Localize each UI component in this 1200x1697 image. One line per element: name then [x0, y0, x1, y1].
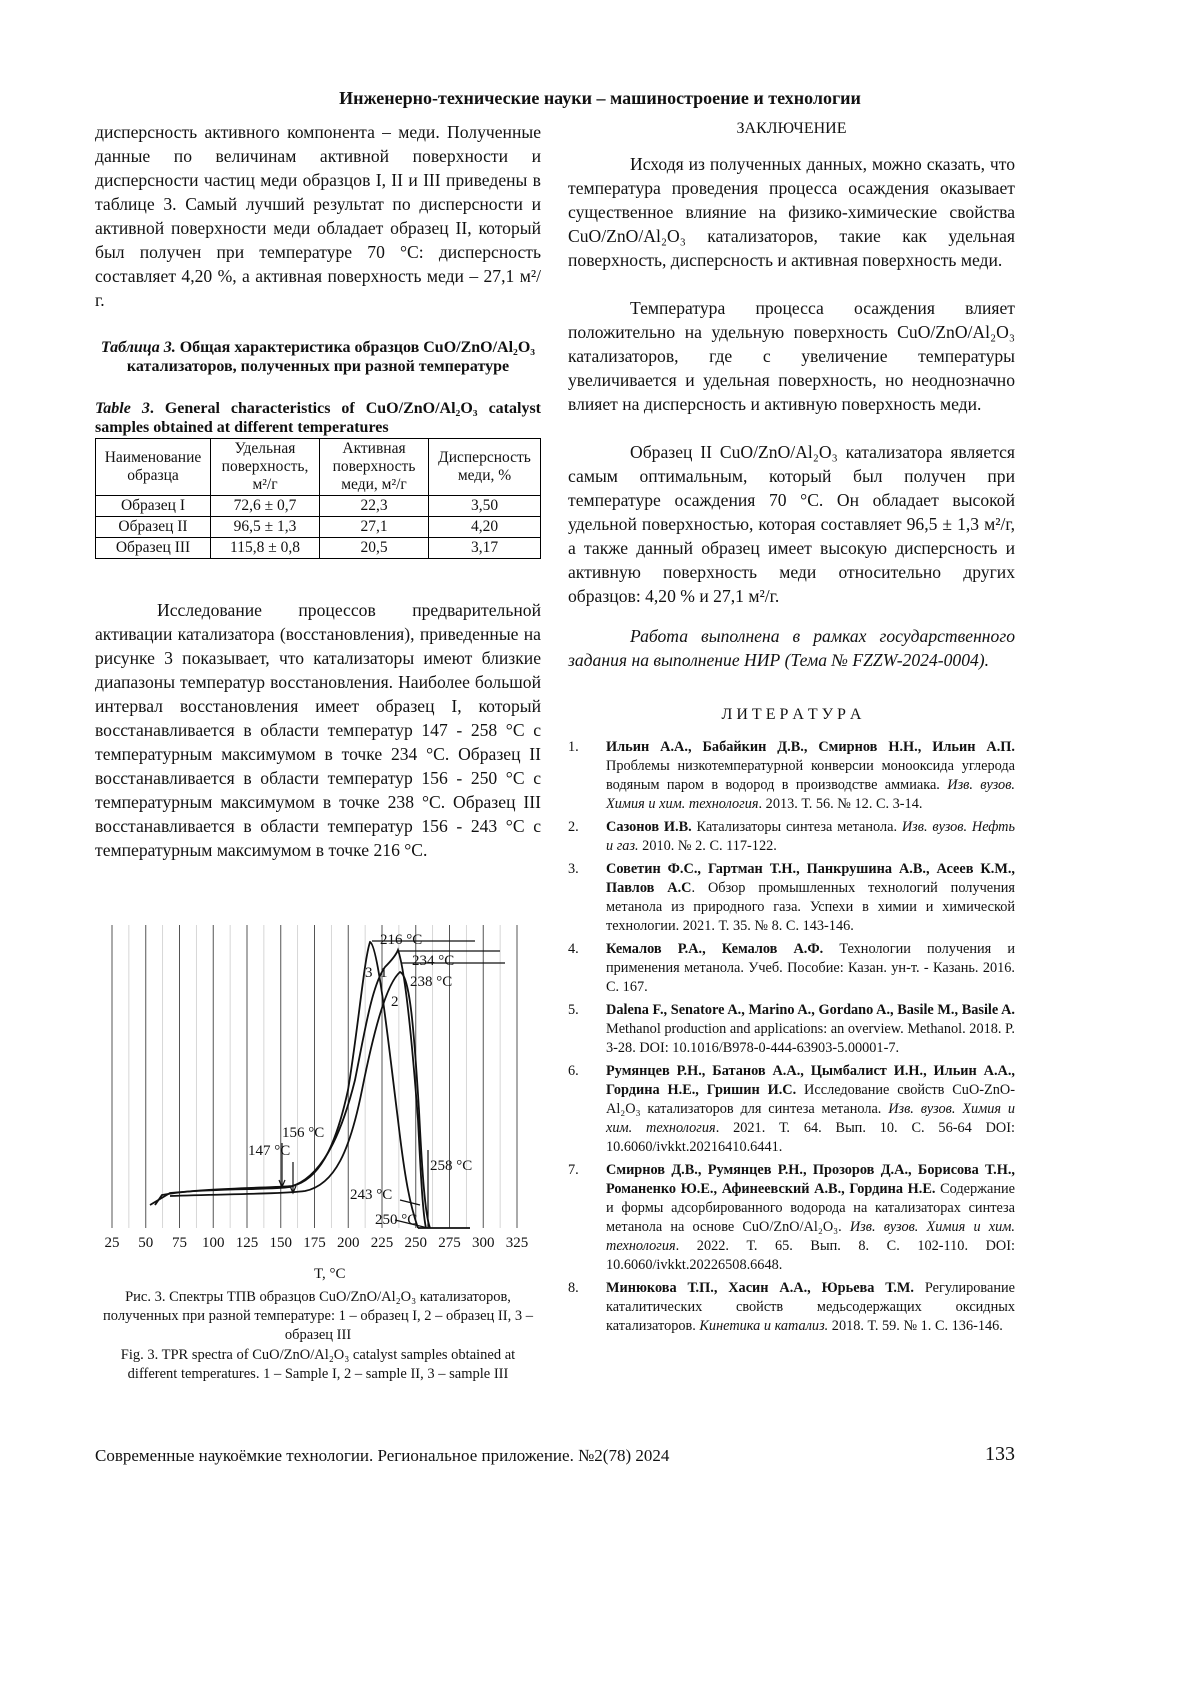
references-list — [568, 738, 1015, 1340]
cell: 22,3 — [320, 496, 429, 517]
table-row — [96, 538, 541, 559]
reference-number: 2. — [568, 819, 579, 835]
reference-title: Содержание и формы адсорбированного водорода на катализаторах синтеза метанола на основе CuO/ZnO/Al₂O₃. — [606, 1181, 1015, 1235]
reference-title: Технологии получения и применения метанола. Учеб. Пособие: Казан. ун-т. - Казань. 2016. С. 167. — [606, 941, 1015, 995]
x-tick-label: 175 — [303, 1235, 326, 1251]
curve-label: 3 — [365, 965, 373, 981]
column-header: Удельная поверхность, м²/г — [211, 439, 320, 496]
caption-label: Таблица 3. — [100, 339, 176, 356]
reference-authors: Кемалов Р.А., Кемалов А.Ф. — [606, 941, 824, 957]
reference-details: 2018. Т. 59. № 1. С. 136-146. — [828, 1318, 1003, 1334]
annotation: 156 °C — [282, 1125, 325, 1141]
reference-details: . 2021. Т. 64. Вып. 10. С. 56-64 DOI: 10.6060/ivkkt.20216410.6441. — [606, 1120, 1015, 1155]
x-tick-label: 325 — [505, 1235, 529, 1251]
footer-journal: Современные наукоёмкие технологии. Региональное приложение. №2(78) 2024 — [95, 1446, 670, 1465]
column-header: Активная поверхность меди, м²/г — [320, 439, 429, 496]
reference-text — [606, 1161, 1015, 1275]
x-tick-label: 300 — [472, 1235, 495, 1251]
reference-item — [568, 818, 1015, 856]
reference-item — [568, 940, 1015, 997]
reference-title: Исследование свойств CuO-ZnO-Al₂O₃ катализаторов для синтеза метанола. — [606, 1082, 1015, 1117]
reference-text — [606, 940, 1015, 997]
figure-caption-ru: Рис. 3. Спектры ТПВ образцов CuO/ZnO/Al₂O₃ катализаторов, полученных при разной температуре: 1 – образец I, 2 – образец II, 3 – образец III — [103, 1289, 533, 1343]
reference-item — [568, 1062, 1015, 1157]
caption-text: Общая характеристика образцов CuO/ZnO/Al₂O₃ катализаторов, полученных при разной температуре — [126, 339, 536, 375]
reference-authors: Румянцев Р.Н., Батанов А.А., Цымбалист И.Н., Ильин А.А., Гордина Н.Е., Гришин И.С. — [606, 1063, 1015, 1098]
references-title: Л И Т Е Р А Т У Р А — [721, 706, 862, 723]
column-header: Дисперсность меди, % — [429, 439, 541, 496]
reference-item — [568, 1161, 1015, 1275]
cell: Образец I — [96, 496, 211, 517]
curve-label: 2 — [391, 994, 399, 1010]
x-tick-label: 200 — [337, 1235, 360, 1251]
reference-number: 4. — [568, 941, 579, 957]
reference-number: 5. — [568, 1002, 579, 1018]
annotation: 250 °C — [375, 1212, 418, 1228]
reference-number: 3. — [568, 861, 579, 877]
reference-number: 6. — [568, 1063, 579, 1079]
reference-text — [606, 1062, 1015, 1157]
page-number: 133 — [985, 1443, 1015, 1465]
reference-item — [568, 860, 1015, 936]
x-tick-label: 25 — [104, 1235, 120, 1251]
reference-text — [606, 1279, 1015, 1336]
reference-text — [606, 860, 1015, 936]
x-tick-label: 75 — [172, 1235, 187, 1251]
reference-item — [568, 738, 1015, 814]
cell: 3,17 — [429, 538, 541, 559]
table-row — [96, 517, 541, 538]
x-axis-label: T, °C — [314, 1266, 346, 1282]
reference-journal: Кинетика и катализ. — [699, 1318, 829, 1334]
reference-authors: Смирнов Д.В., Румянцев Р.Н., Прозоров Д.А., Борисова Т.Н., Романенко Ю.Е., Афинеевский А.В., Гордина Н.Е. — [606, 1162, 1015, 1197]
acknowledgement: Работа выполнена в рамках государственного задания на выполнение НИР (Тема № FZZW-2024-0004). — [568, 626, 1015, 670]
annotation: 216 °C — [380, 932, 423, 948]
annotation: 147 °C — [248, 1143, 291, 1159]
cell: 27,1 — [320, 517, 429, 538]
reference-title: Регулирование каталитических свойств медьсодержащих оксидных катализаторов. — [606, 1280, 1015, 1334]
annotation: 243 °C — [350, 1187, 393, 1203]
tpr-chart — [95, 920, 545, 1285]
reference-journal: Изв. вузов. Химия и хим. технология — [606, 1101, 1015, 1136]
x-tick-label: 100 — [202, 1235, 225, 1251]
reference-item — [568, 1279, 1015, 1336]
x-tick-label: 125 — [235, 1235, 259, 1251]
paragraph: Образец II CuO/ZnO/Al₂O₃ катализатора является самым оптимальным, который был получен при температуре осаждения 70 °С. Он обладает высокой удельной поверхностью, которая составляет 96,5 ± 1,3 м²/г, а также данный образец имеет высокую дисперсность и активную поверхность меди относительно других образцов: 4,20 % и 27,1 м²/г. — [568, 442, 1015, 606]
table-header-row — [96, 439, 541, 496]
reference-title: Катализаторы синтеза метанола. — [691, 819, 902, 835]
data-table — [95, 438, 541, 559]
reference-details: . 2013. Т. 56. № 12. С. 3-14. — [758, 796, 923, 812]
paragraph: Температура процесса осаждения влияет положительно на удельную поверхность CuO/ZnO/Al₂O₃ катализаторов, где с увеличение температуры увеличивается и удельная поверхность, но неоднозначно влияет на дисперсность и активную поверхность меди. — [568, 298, 1015, 414]
x-tick-label: 225 — [370, 1235, 394, 1251]
reference-authors: Минюкова Т.П., Хасин А.А., Юрьева Т.М. — [606, 1280, 915, 1296]
reference-text — [606, 818, 1015, 856]
reference-number: 8. — [568, 1280, 579, 1296]
cell: 3,50 — [429, 496, 541, 517]
reference-authors: Dalena F., Senatore A., Marino A., Gordano A., Basile M., Basile A. — [606, 1002, 1015, 1018]
reference-title: Methanol production and applications: an overview. Methanol. 2018. P. 3-28. DOI: 10.1016/B978-0-444-63903-5.00001-7. — [606, 1021, 1015, 1056]
annotation: 258 °C — [430, 1158, 473, 1174]
cell: 72,6 ± 0,7 — [211, 496, 320, 517]
table-caption-en — [95, 399, 541, 437]
x-tick-label: 50 — [138, 1235, 154, 1251]
reference-details: . 2022. Т. 65. Вып. 8. С. 102-110. DOI: 10.6060/ivkkt.20226508.6648. — [606, 1238, 1015, 1273]
reference-authors: Ильин А.А., Бабайкин Д.В., Смирнов Н.Н., Ильин А.П. — [606, 739, 1015, 755]
reference-title: Проблемы низкотемпературной конверсии монооксида углерода водяным паром в водород в производстве аммиака. — [606, 758, 1015, 793]
cell: Образец III — [96, 538, 211, 559]
paragraph: Исследование процессов предварительной активации катализатора (восстановления), приведенные на рисунке 3 показывает, что катализаторы имеют близкие диапазоны температур восстановления. Наиболее большой интервал восстановления имеет образец I, который восстанавливается в области температур 147 - 258 °С с температурным максимумом в точке 234 °С. Образец II восстанавливается в области температур 156 - 250 °С с температурным максимумом в точке 238 °С. Образец III восстанавливается в области температур 156 - 243 °С с температурным максимумом в точке 216 °С. — [95, 600, 541, 860]
cell: 96,5 ± 1,3 — [211, 517, 320, 538]
reference-authors: Советин Ф.С., Гартман Т.Н., Панкрушина А.В., Асеев К.М., Павлов А.С — [606, 861, 1015, 896]
cell: 115,8 ± 0,8 — [211, 538, 320, 559]
reference-number: 1. — [568, 739, 579, 755]
reference-journal: Изв. вузов. Химия и хим. технология — [606, 1219, 1015, 1254]
annotation: 238 °C — [410, 974, 453, 990]
caption-text: . General characteristics of CuO/ZnO/Al₂O₃ catalyst samples obtained at different temperatures — [95, 400, 541, 436]
x-tick-label: 150 — [269, 1235, 292, 1251]
table-row — [96, 496, 541, 517]
reference-text — [606, 738, 1015, 814]
x-tick-label: 275 — [438, 1235, 461, 1251]
reference-journal: Изв. вузов. Нефть и газ. — [606, 819, 1016, 854]
column-header: Наименование образца — [96, 439, 211, 496]
curve-3 — [155, 942, 418, 1228]
x-tick-label: 250 — [404, 1235, 427, 1251]
reference-number: 7. — [568, 1162, 579, 1178]
cell: 4,20 — [429, 517, 541, 538]
section-title: ЗАКЛЮЧЕНИЕ — [736, 120, 847, 137]
paragraph: дисперсность активного компонента – меди. Полученные данные по величинам активной поверхности и дисперсности частиц меди образцов I, II и III приведены в таблице 3. Самый лучший результат по дисперсности и активной поверхности меди обладает образец II, который был получен при температуре 70 °С: дисперсность составляет 4,20 %, а активная поверхность меди – 27,1 м²/г. — [95, 122, 541, 310]
cell: Образец II — [96, 517, 211, 538]
reference-journal: Изв. вузов. Химия и хим. технология — [606, 777, 1015, 812]
reference-authors: Сазонов И.В. — [606, 819, 692, 835]
cell: 20,5 — [320, 538, 429, 559]
figure-caption-en: Fig. 3. TPR spectra of CuO/ZnO/Al₂O₃ catalyst samples obtained at different temperatures. 1 – Sample I, 2 – sample II, 3 – sample III — [120, 1347, 516, 1382]
paragraph: Исходя из полученных данных, можно сказать, что температура проведения процесса осаждения оказывает существенное влияние на физико-химические свойства CuO/ZnO/Al₂O₃ катализаторов, такие как удельная поверхность, дисперсность и активная поверхность меди. — [568, 154, 1015, 270]
running-header: Инженерно-технические науки – машиностроение и технологии — [339, 88, 861, 108]
table-caption-ru — [95, 338, 541, 376]
curve-label: 1 — [380, 965, 388, 981]
reference-title: . Обзор промышленных технологий получения метанола из природного газа. Успехи в химии и химической технологии. 2021. Т. 35. № 8. С. 143-146. — [606, 880, 1015, 934]
annotation: 234 °C — [412, 953, 455, 969]
reference-item — [568, 1001, 1015, 1058]
reference-text — [606, 1001, 1015, 1058]
caption-label: Table 3 — [95, 400, 150, 417]
reference-details: 2010. № 2. С. 117-122. — [638, 838, 777, 854]
